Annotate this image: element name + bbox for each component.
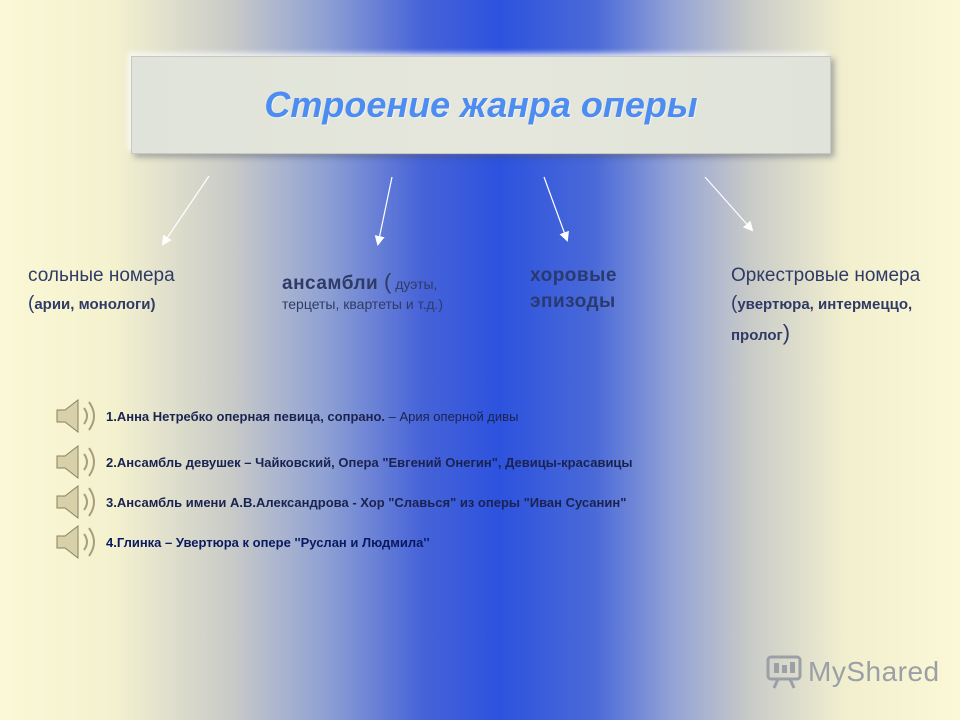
logo-text: MyShared [808,656,940,687]
arrow-1 [163,176,209,244]
myshared-logo[interactable] [764,654,940,690]
track-label: 3.Ансамбль имени А.В.Александрова - Хор "Славься" из оперы "Иван Сусанин" [106,494,627,510]
track-label: 4.Глинка – Увертюра к опере ''Руслан и Людмила'' [106,534,430,550]
speaker-sound-icon[interactable] [54,522,100,562]
speaker-sound-icon[interactable] [54,396,100,436]
slide-title: Строение жанра оперы [264,84,698,125]
arrow-3 [544,177,567,240]
category-ensembles: ансамбли ( дуэты, терцеты, квартеты и т.д.) [282,269,444,312]
category-orchestral: Оркестровые номера (увертюра, интермеццо, пролог) [731,265,921,345]
track-1[interactable] [54,396,518,436]
track-label: 2.Ансамбль девушек – Чайковский, Опера "Евгений Онегин", Девицы-красавицы [106,454,633,470]
arrow-4 [705,177,752,230]
track-4[interactable] [54,522,430,562]
track-label: 1.Анна Нетребко оперная певица, сопрано. – Ария оперной дивы [106,408,519,424]
speaker-sound-icon[interactable] [54,442,100,482]
category-solo: сольные номера (арии, монологи) [28,265,175,314]
track-2[interactable] [54,442,633,482]
speaker-sound-icon[interactable] [54,482,100,522]
category-choral: хоровые эпизоды [530,265,617,312]
track-3[interactable] [54,482,626,522]
arrow-2 [378,177,392,244]
presentation-screen-icon [764,654,804,690]
